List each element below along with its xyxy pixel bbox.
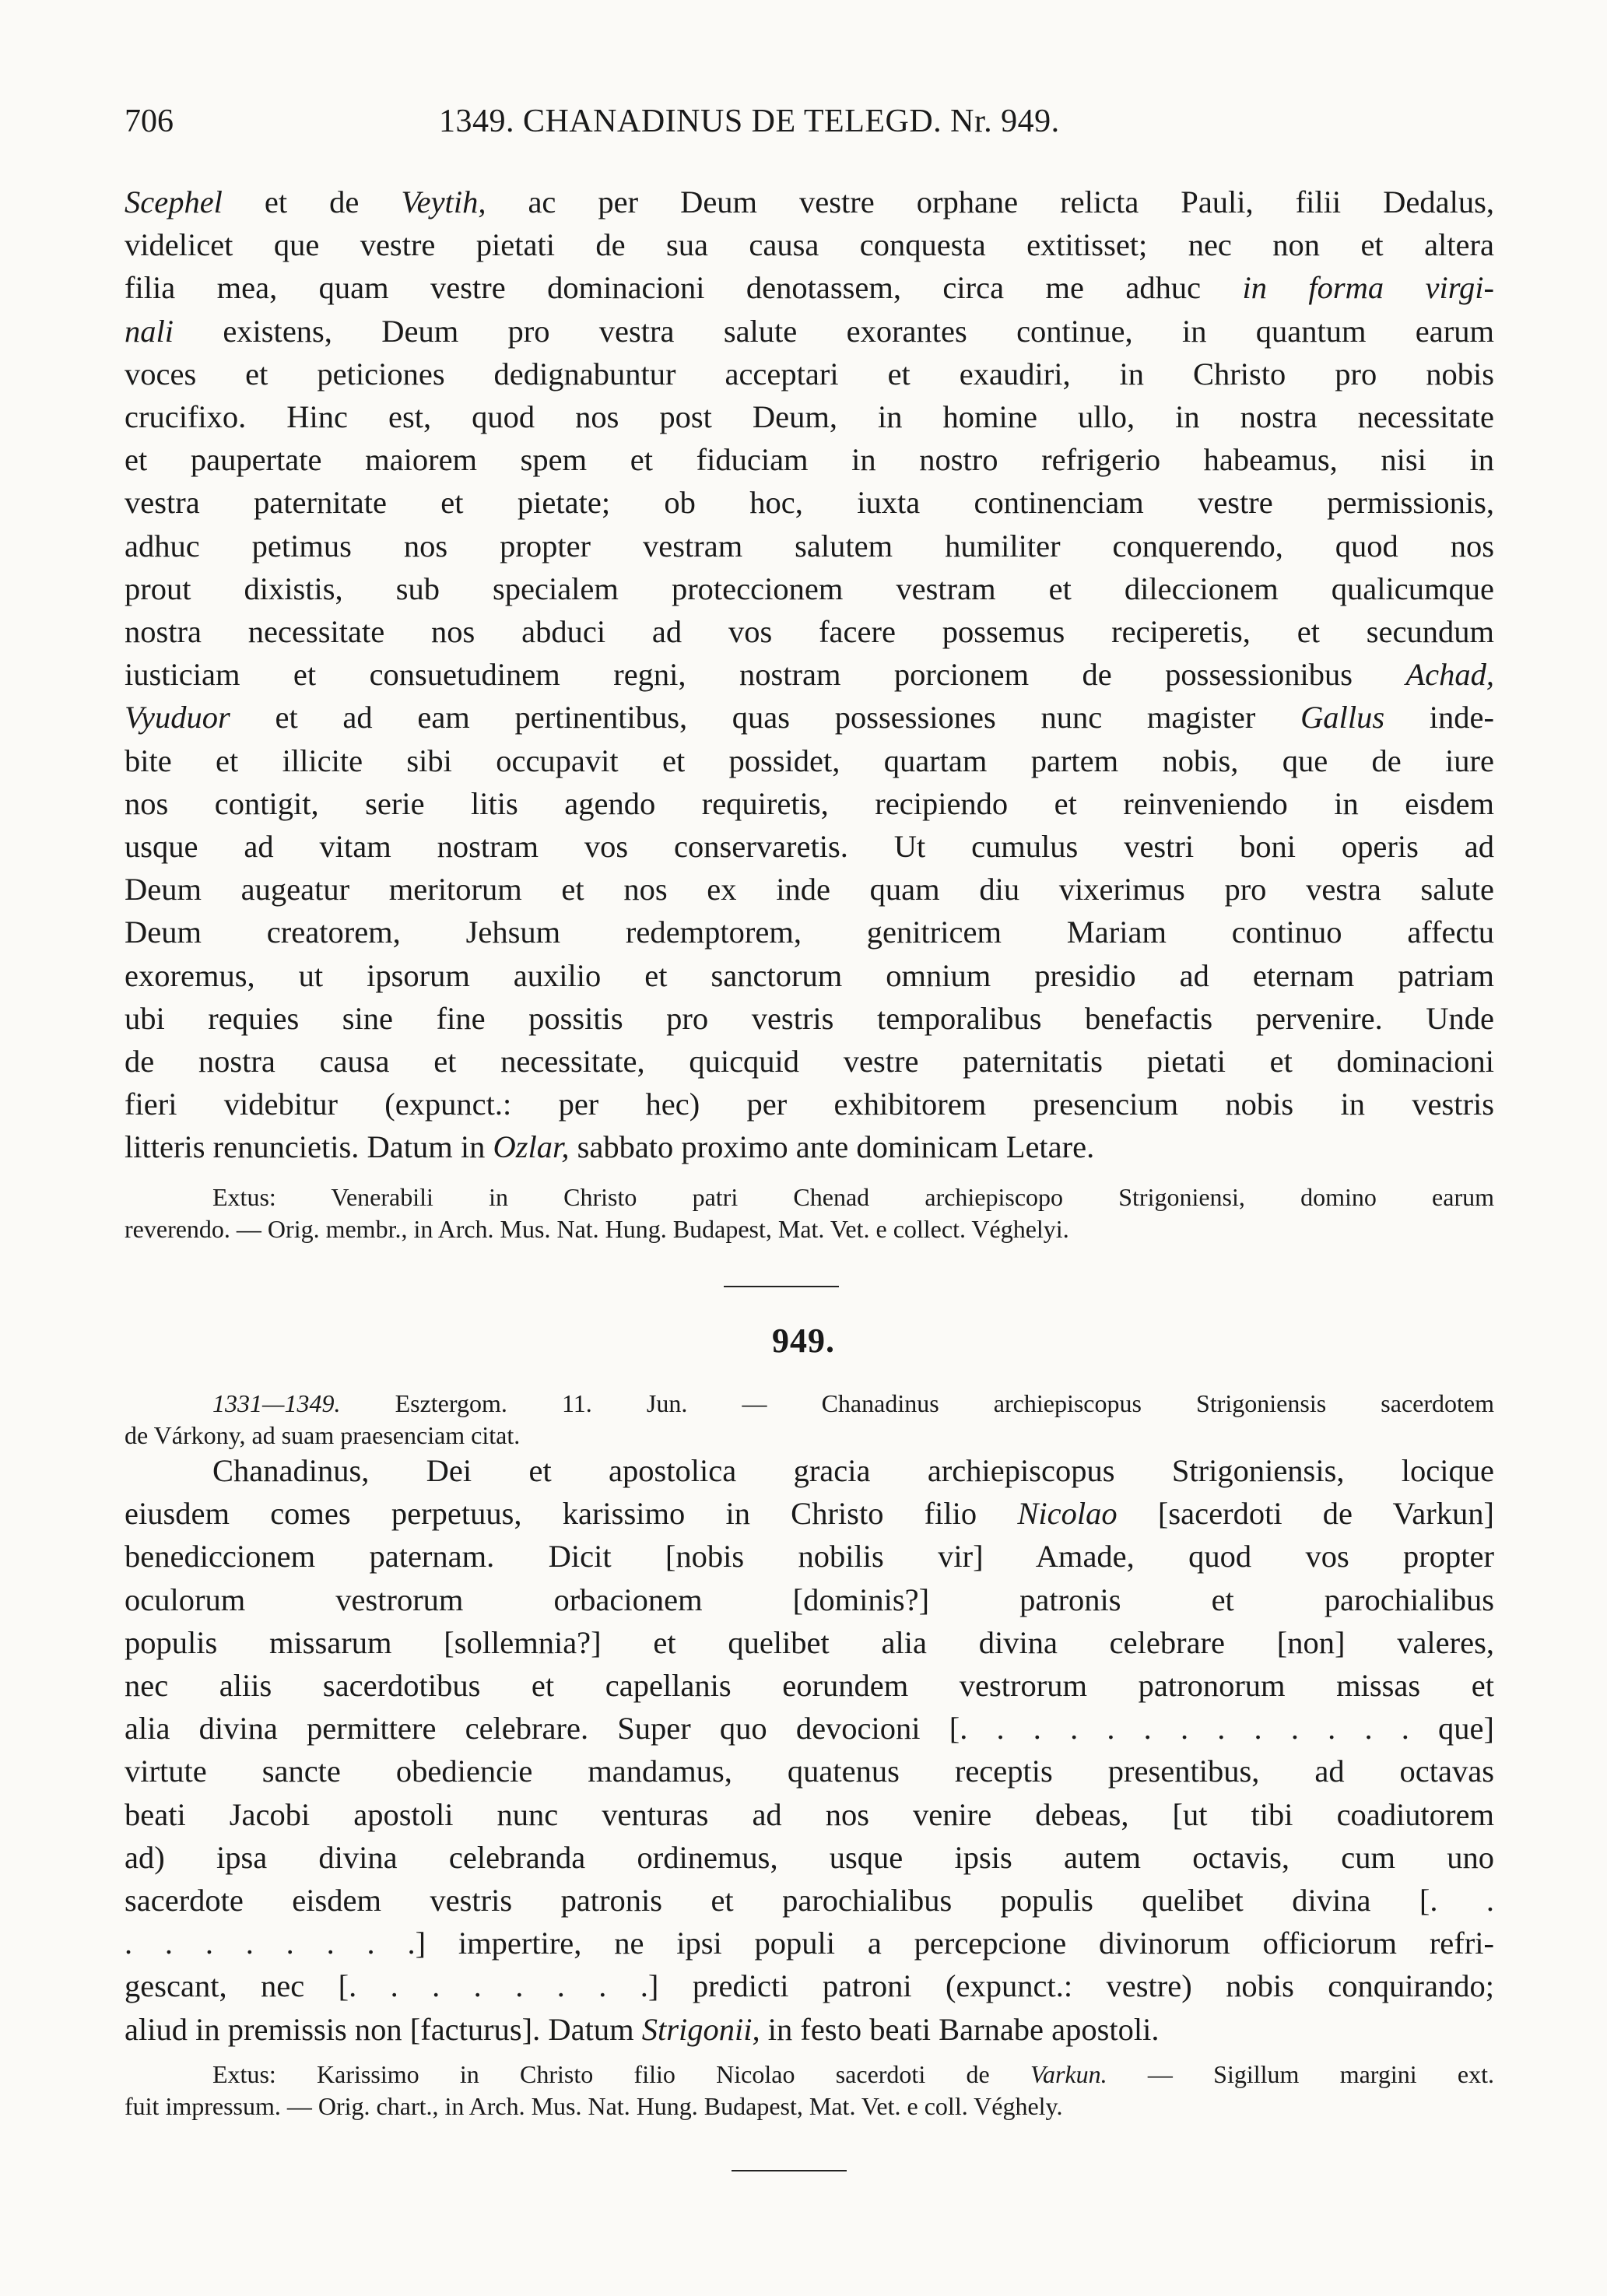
italic-segment: Ozlar, (493, 1129, 570, 1165)
italic-segment: in forma virgi- (1242, 270, 1494, 306)
italic-segment: Varkun. (1030, 2060, 1107, 2088)
italic-segment: Scephel (125, 184, 223, 219)
text-line (125, 1125, 1494, 1168)
text-line: Chanadinus, Dei et apostolica gracia archiepiscopus Strigoniensis, locique (212, 1453, 1494, 1488)
text-segment: sabbato proximo ante dominicam Letare. (569, 1129, 1095, 1165)
text-line: Deum augeatur meritorum et nos ex inde quam diu vixerimus pro vestra salute (125, 872, 1494, 908)
text-line: Deum creatorem, Jehsum redemptorem, genitricem Mariam continuo affectu (125, 915, 1494, 950)
text-line (125, 1388, 1494, 1420)
text-segment: Extus: Karissimo in Christo filio Nicolao sacerdoti de (212, 2060, 1030, 2088)
text-segment: existens, Deum pro vestra salute exorantes continue, in quantum earum (174, 313, 1494, 349)
text-line: oculorum vestrorum orbacionem [dominis?] patronis et parochialibus (125, 1582, 1494, 1617)
text-line: virtute sancte obediencie mandamus, quatenus receptis presentibus, ad octavas (125, 1754, 1494, 1789)
italic-segment: Veytih, (401, 184, 486, 219)
text-line: voces et peticiones dedignabuntur acceptari et exaudiri, in Christo pro nobis (125, 356, 1494, 391)
section-divider (724, 1286, 839, 1287)
continuation-text (125, 181, 1494, 1169)
text-line: videlicet que vestre pietati de sua causa conquesta extitisset; nec non et altera (125, 227, 1494, 263)
text-line: Extus: Venerabili in Christo patri Chenad archiepiscopo Strigoniensi, domino earum (212, 1183, 1494, 1211)
document-extus-note (125, 2059, 1494, 2122)
text-line: benediccionem paternam. Dicit [nobis nobilis vir] Amade, quod vos propter (125, 1539, 1494, 1575)
text-line (125, 696, 1494, 739)
running-title: 1349. CHANADINUS DE TELEGD. Nr. 949. (439, 104, 1060, 139)
text-line: vestra paternitate et pietate; ob hoc, iuxta continenciam vestre permissionis, (125, 485, 1494, 521)
text-line: fuit impressum. — Orig. chart., in Arch. Mus. Nat. Hung. Budapest, Mat. Vet. e coll. Véghely. (125, 2092, 1063, 2120)
italic-segment: Nicolao (1017, 1496, 1118, 1532)
italic-segment: nali (125, 313, 174, 349)
text-segment: aliud in premissis non [facturus]. Datum (125, 2011, 642, 2047)
text-segment: eiusdem comes perpetuus, karissimo in Christo filio (125, 1496, 1018, 1532)
document-number: 949. (772, 1322, 835, 1360)
text-line (125, 653, 1494, 696)
text-line: alia divina permittere celebrare. Super quo devocioni [. . . . . . . . . . . . . que] (125, 1711, 1494, 1747)
document-regest (125, 1388, 1494, 1452)
text-segment: Esztergom. 11. Jun. — Chanadinus archiepiscopus Strigoniensis sacerdotem (340, 1389, 1494, 1417)
text-line: nostra necessitate nos abduci ad vos facere possemus reciperetis, et secundum (125, 614, 1494, 650)
text-line: sacerdote eisdem vestris patronis et parochialibus populis quelibet divina [. . (125, 1883, 1494, 1919)
text-line (125, 2059, 1494, 2091)
italic-segment: 1331—1349. (212, 1389, 341, 1417)
page-number: 706 (125, 104, 174, 139)
text-line: fieri videbitur (expunct.: per hec) per exhibitorem presencium nobis in vestris (125, 1087, 1494, 1122)
text-line: ad) ipsa divina celebranda ordinemus, usque ipsis autem octavis, cum uno (125, 1839, 1494, 1875)
text-line (125, 2008, 1494, 2051)
text-segment: in festo beati Barnabe apostoli. (760, 2011, 1160, 2047)
text-line: crucifixo. Hinc est, quod nos post Deum, in homine ullo, in nostra necessitate (125, 399, 1494, 435)
text-segment: et de (222, 184, 402, 219)
text-segment: filia mea, quam vestre dominacioni denotassem, circa me adhuc (125, 270, 1243, 306)
text-line (125, 181, 1494, 223)
italic-segment: Gallus (1300, 700, 1385, 735)
text-line: usque ad vitam nostram vos conservaretis. Ut cumulus vestri boni operis ad (125, 829, 1494, 865)
text-line: nos contigit, serie litis agendo requiretis, recipiendo et reinveniendo in eisdem (125, 785, 1494, 821)
text-line (125, 266, 1494, 309)
text-line: exoremus, ut ipsorum auxilio et sanctorum omnium presidio ad eternam patriam (125, 957, 1494, 993)
text-segment: — Sigillum margini ext. (1107, 2060, 1495, 2088)
italic-segment: Achad, (1405, 657, 1494, 693)
text-segment: [sacerdoti de Varkun] (1117, 1496, 1494, 1532)
text-segment: et ad eam pertinentibus, quas possessiones nunc magister (230, 700, 1301, 735)
italic-segment: Strigonii, (641, 2011, 760, 2047)
section-end-divider (732, 2170, 847, 2171)
text-line: nec aliis sacerdotibus et capellanis eorundem vestrorum patronorum missas et (125, 1668, 1494, 1704)
text-line (125, 310, 1494, 353)
text-line: de nostra causa et necessitate, quicquid vestre paternitatis pietati et dominacioni (125, 1044, 1494, 1080)
italic-segment: Vyuduor (125, 700, 230, 735)
document-text (125, 1449, 1494, 2051)
text-line: ubi requies sine fine possitis pro vestris temporalibus benefactis pervenire. Unde (125, 1000, 1494, 1036)
text-line: de Várkony, ad suam praesenciam citat. (125, 1421, 521, 1449)
text-segment: ac per Deum vestre orphane relicta Pauli, filii Dedalus, (486, 184, 1494, 219)
text-line: et paupertate maiorem spem et fiduciam in nostro refrigerio habeamus, nisi in (125, 442, 1494, 478)
text-line: reverendo. — Orig. membr., in Arch. Mus. Nat. Hung. Budapest, Mat. Vet. e collect. Véghelyi. (125, 1215, 1069, 1243)
text-line: . . . . . . . .] impertire, ne ipsi populi a percepcione divinorum officiorum refri- (125, 1926, 1494, 1961)
running-header (125, 100, 1510, 143)
text-line: bite et illicite sibi occupavit et possidet, quartam partem nobis, que de iure (125, 743, 1494, 778)
text-line: prout dixistis, sub specialem proteccionem vestram et dileccionem qualicumque (125, 570, 1494, 606)
text-segment: inde- (1384, 700, 1495, 735)
text-line: gescant, nec [. . . . . . . .] predicti patroni (expunct.: vestre) nobis conquirando; (125, 1968, 1494, 2004)
text-line: adhuc petimus nos propter vestram salutem humiliter conquerendo, quod nos (125, 528, 1494, 563)
continuation-extus-note (125, 1181, 1494, 1245)
text-segment: litteris renuncietis. Datum in (125, 1129, 493, 1165)
text-line (125, 1492, 1494, 1535)
text-segment: iusticiam et consuetudinem regni, nostram porcionem de possessionibus (125, 657, 1406, 693)
text-line: populis missarum [sollemnia?] et quelibet alia divina celebrare [non] valeres, (125, 1624, 1494, 1660)
text-line: beati Jacobi apostoli nunc venturas ad nos venire debeas, [ut tibi coadiutorem (125, 1796, 1494, 1832)
